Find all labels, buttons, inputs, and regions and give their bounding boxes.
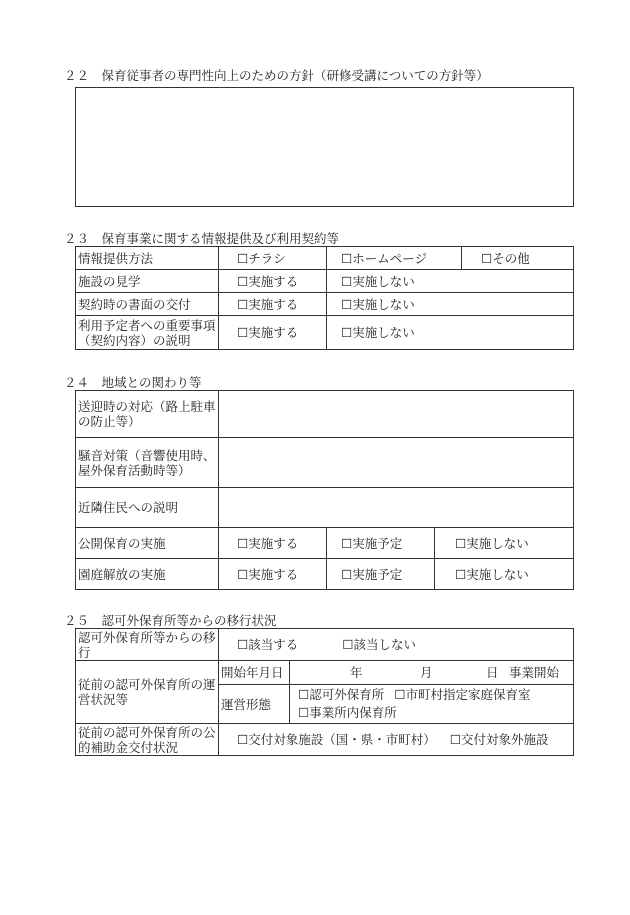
row-label: 認可外保育所等からの移行 [76,629,219,661]
checkbox-option[interactable]: ☐ 交付対象外施設 [450,732,549,747]
row-label: 契約時の書面の交付 [76,293,219,316]
checkbox-option[interactable]: ☐ 実施しない [341,274,415,289]
checkbox-option[interactable]: ☐ 実施する [237,274,298,289]
checkbox-option[interactable]: ☐ 事業所内保育所 [298,704,397,722]
checkbox-option[interactable]: ☐ その他 [481,251,530,266]
community-table [75,390,574,590]
table-row [76,438,574,488]
table-row [76,270,574,293]
table-row [76,316,574,350]
table-row [76,528,574,559]
input-cell[interactable] [219,391,574,438]
checkbox-option[interactable]: ☐ 実施する [237,297,298,312]
table-row [76,629,574,661]
day-label: 日 [486,665,499,680]
table-row [76,661,574,685]
operation-type-label: 運営形態 [219,685,290,724]
row-label: 近隣住民への説明 [76,488,219,528]
checkbox-option[interactable]: ☐ 認可外保育所 [298,686,384,704]
row-label: 利用予定者への重要事項（契約内容）の説明 [76,316,219,350]
checkbox-option[interactable]: ☐ 実施しない [341,297,415,312]
section-22-title: ２２ 保育従事者の専門性向上のための方針（研修受講についての方針等） [64,68,489,83]
checkbox-option[interactable]: ☐ 実施する [237,567,298,582]
checkbox-option[interactable]: ☐ 実施しない [341,325,415,340]
row-label: 公開保育の実施 [76,528,219,559]
start-date-label: 開始年月日 [219,661,290,685]
checkbox-option[interactable]: ☐ 実施する [237,536,298,551]
checkbox-option[interactable]: ☐ チラシ [237,251,286,266]
table-row [76,724,574,756]
business-start-label: 事業開始 [509,665,560,680]
checkbox-option[interactable]: ☐ 実施する [237,325,298,340]
month-label: 月 [420,665,433,680]
info-contract-table [75,246,574,350]
checkbox-option[interactable]: ☐ 該当する [237,637,298,652]
table-row [76,559,574,590]
checkbox-option[interactable]: ☐ 実施予定 [341,536,402,551]
row-label: 施設の見学 [76,270,219,293]
checkbox-option[interactable]: ☐ 市町村指定家庭保育室 [394,686,530,704]
row-label: 情報提供方法 [76,247,219,270]
section-23-title: ２３ 保育事業に関する情報提供及び利用契約等 [64,231,340,246]
row-label: 従前の認可外保育所の運営状況等 [76,661,219,724]
table-row [76,247,574,270]
policy-text-box[interactable] [75,87,574,207]
checkbox-option[interactable]: ☐ ホームページ [341,251,427,266]
checkbox-option[interactable]: ☐ 実施しない [455,536,529,551]
row-label: 園庭解放の実施 [76,559,219,590]
year-label: 年 [350,665,363,680]
row-label: 送迎時の対応（路上駐車の防止等） [76,391,219,438]
checkbox-option[interactable]: ☐ 交付対象施設（国・県・市町村） [237,732,436,747]
input-cell[interactable] [219,438,574,488]
section-25-title: ２５ 認可外保育所等からの移行状況 [64,613,277,628]
checkbox-option[interactable]: ☐ 該当しない [342,637,416,652]
row-label: 騒音対策（音響使用時、屋外保育活動時等） [76,438,219,488]
input-cell[interactable] [219,488,574,528]
table-row [76,488,574,528]
row-label: 従前の認可外保育所の公的補助金交付状況 [76,724,219,756]
table-row [76,293,574,316]
section-24-title: ２４ 地域との関わり等 [64,375,202,390]
checkbox-option[interactable]: ☐ 実施しない [455,567,529,582]
start-date-cell[interactable] [290,661,574,685]
table-row [76,391,574,438]
transition-table [75,628,574,756]
checkbox-option[interactable]: ☐ 実施予定 [341,567,402,582]
